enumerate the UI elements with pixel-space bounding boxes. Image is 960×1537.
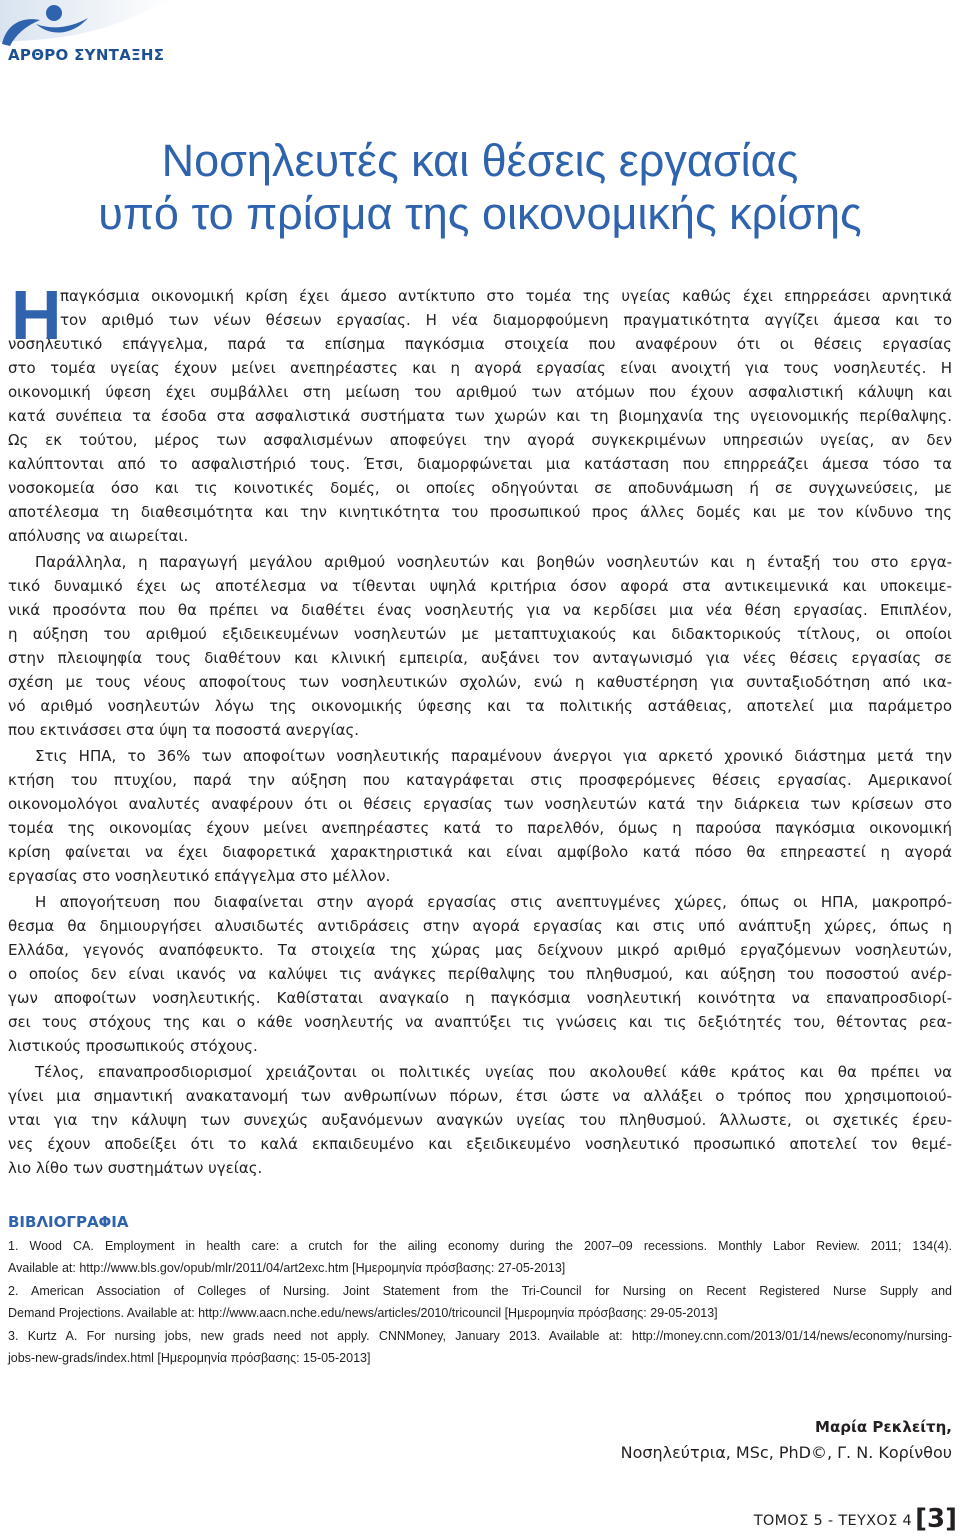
author-affiliation: Νοσηλεύτρια, MSc, PhD©, Γ. Ν. Κορίνθου: [620, 1443, 952, 1462]
paragraph-line: κρίση φαίνεται να έχει διαφορετικά χαρακτηριστικά και είναι αμφίβολο κατά πόσο θα επηρεαστεί η αγορά: [8, 843, 952, 861]
author-signature: [621, 1414, 952, 1466]
paragraph-line: οικονομολόγοι αναλυτές αναφέρουν ότι οι θέσεις εργασίας των νοσηλευτών κατά την διάρκεια των κρίσεων στο: [8, 795, 952, 813]
paragraph-line: νό αριθμό νοσηλευτών λόγω της οικονομικής ύφεσης και τα πολιτικής αστάθειας, αποτελεί μια παράμετρο: [8, 697, 952, 715]
paragraph-line: τον αριθμό των νέων θέσεων εργασίας. Η νέα διαμορφούμενη πραγματικότητα αγγίζει άμεσα και το: [60, 311, 952, 329]
article-title-line: Νοσηλευτές και θέσεις εργασίας: [161, 135, 799, 186]
paragraph-line: γίνει μια σημαντική ανακατανομή των ανθρωπίνων πόρων, έτσι ώστε να αλλάξει ο τρόπος που χρησιμοποιού-: [8, 1087, 952, 1105]
journal-logo: [0, 0, 175, 80]
paragraph: [8, 1060, 952, 1180]
paragraph-line: κτήση του πτυχίου, παρά την αύξηση που καταγράφεται στις προσφερόμενες θέσεις εργασίας. Αμερικανοί: [8, 771, 952, 789]
reference: [8, 1281, 952, 1324]
paragraph-line: Παράλληλα, η παραγωγή μεγάλου αριθμού νοσηλευτών και βοηθών νοσηλευτών και η ένταξή του στο εργα-: [35, 553, 952, 571]
paragraph-line: νικά προσόντα που θα πρέπει να διαθέτει ένας νοσηλευτής για να κερδίσει μια νέα θέση εργασίας. Επιπλέον,: [8, 601, 952, 619]
bibliography-heading: ΒΙΒΛΙΟΓΡΑΦΙΑ: [8, 1213, 129, 1231]
paragraph-line: στο τομέα υγείας έχουν μείνει ανεπηρέαστες και η αγορά εργασίας είναι ανοιχτή για τους νοσηλευτές. Η: [8, 359, 952, 377]
paragraph-line: παγκόσμια οικονομική κρίση έχει άμεσο αντίκτυπο στο τομέα της υγείας καθώς έχει επηρρεάσει αρνητικά: [60, 287, 952, 305]
logo-icon: [0, 0, 175, 80]
reference-line: 2. American Association of Colleges of Nursing. Joint Statement from the Tri-Council for Nursing on Recent Registered Nurse Supply and: [8, 1284, 952, 1298]
paragraph-line: κατά συνέπεια τα έσοδα στα ασφαλιστικά συστήματα των χωρών και τη βιομηχανία της υγειονομικής περίθαλψης.: [8, 407, 952, 425]
section-label: ΑΡΘΡΟ ΣΥΝΤΑΞΗΣ: [8, 46, 165, 64]
issue-label: ΤΟΜΟΣ 5 - ΤΕΥΧΟΣ 4: [753, 1513, 912, 1529]
paragraph-line: ο οποίος δεν είναι ικανός να καλύψει τις ανάγκες περίθαλψης του πληθυσμού, και αύξηση του ποσοστού ανέρ-: [8, 965, 952, 983]
bibliography: [8, 1211, 952, 1369]
reference-line: jobs-new-grads/index.html [Ημερομηνία πρόσβασης: 15-05-2013]: [8, 1350, 371, 1365]
reference: [8, 1326, 952, 1369]
paragraph: [8, 550, 952, 742]
paragraph-line: σχέση με τους νέους αποφοίτους των νοσηλευτικών σχολών, ενώ η καθυστέρηση για συνταξιοδότηση από ικα-: [8, 673, 952, 691]
paragraph-line: στην πλειοψηφία τους διαθέτουν και κλινική εμπειρία, αυξάνει τον ανταγωνισμό για νέες θέσεις εργασίας σε: [8, 649, 952, 667]
reference-line: Available at: http://www.bls.gov/opub/mlr/2011/04/art2exc.htm [Ημερομηνία πρόσβασης: 27-05-2013]: [8, 1260, 566, 1275]
paragraph-line: Στις ΗΠΑ, το 36% των αποφοίτων νοσηλευτικής παραμένουν άνεργοι για αρκετό χρονικό διάστημα μετά την: [35, 747, 952, 765]
paragraph-line: που εκτινάσσει στα ύψη τα ποσοστά ανεργίας.: [8, 721, 360, 739]
author-name: Μαρία Ρεκλείτη,: [815, 1418, 952, 1436]
paragraph-line: Τέλος, επαναπροσδιορισμοί χρειάζονται οι πολιτικές υγείας που ακολουθεί κάθε κράτος και θα πρέπει να: [35, 1063, 952, 1081]
drop-cap: [8, 284, 66, 346]
paragraph-line: αποτέλεσμα τη διαθεσιμότητα και την κινητικότητα του προσωπικού προς άλλες δομές και με τον κίνδυνο της: [8, 503, 952, 521]
paragraph-line: λιο λίθο των συστημάτων υγείας.: [8, 1159, 263, 1177]
paragraph-line: νοσηλευτικό επάγγελμα, παρά τα επίσημα παγκόσμια στοιχεία που αναφέρουν ότι οι θέσεις εργασίας: [8, 335, 952, 353]
reference: [8, 1236, 952, 1279]
paragraph-line: λιστικούς προσωπικούς στόχους.: [8, 1037, 258, 1055]
paragraph-line: νται για την κάλυψη των συνεχώς αυξανόμενων αναγκών υγείας του πληθυσμού. Άλλωστε, οι σχετικές έρευ-: [8, 1111, 952, 1129]
paragraph-line: Ελλάδα, γεγονός αναπόφευκτο. Τα στοιχεία της χώρας μας δείχνουν μικρό αριθμό εργαζόμενων νοσηλευτών,: [8, 941, 952, 959]
paragraph-line: οικονομική ύφεση έχει συμβάλλει στη μείωση του αριθμού των ατόμων που έχουν ασφαλιστική κάλυψη και: [8, 383, 952, 401]
article-body: [8, 284, 952, 1180]
paragraph-line: τομέα της οικονομίας έχουν μείνει ανεπηρέαστες κατά το παρελθόν, όμως η παρούσα παγκόσμια οικονομική: [8, 819, 952, 837]
paragraph-line: θεσμα θα δημιουργήσει αλυσιδωτές αντιδράσεις στην αγορά εργασίας και στις υπό ανάπτυξη χώρες, όπως η: [8, 917, 952, 935]
reference-list: [8, 1236, 952, 1369]
logo-head-shape: [46, 5, 62, 21]
paragraph-line: σει τους στόχους της και ο κάθε νοσηλευτής να αναπτύξει τις γνώσεις και τις δεξιότητές του, θέτοντας ρεα-: [8, 1013, 952, 1031]
paragraph-line: απόλυσης να αιωρείται.: [8, 527, 189, 545]
paragraph-line: Η απογοήτευση που διαφαίνεται στην αγορά εργασίας στις ανεπτυγμένες χώρες, όπως οι ΗΠΑ, μακροπρό-: [35, 893, 952, 911]
page-number: [3]: [915, 1504, 957, 1534]
paragraph-line: Ως εκ τούτου, μέρος των ασφαλισμένων αποφεύγει την αγορά συγκεκριμένων υπηρεσιών υγείας, αν δεν: [8, 431, 952, 449]
reference-line: Demand Projections. Available at: http://www.aacn.nche.edu/news/articles/2010/tricouncil [Ημερομηνία πρόσβασης: 29-05-2013]: [8, 1305, 718, 1320]
paragraph: [8, 890, 952, 1058]
paragraph-line: εργασίας στο νοσηλευτικό επάγγελμα στο μέλλον.: [8, 867, 391, 885]
paragraph-line: καλύπτονται από το ασφαλιστήριό τους. Έτσι, διαμορφώνεται μια κατάσταση που επηρρεάζει άμεσα τόσο τα: [8, 455, 952, 473]
reference-line: 3. Kurtz A. For nursing jobs, new grads need not apply. CNNMoney, January 2013. Available at: http://money.cnn.com/2013/01/14/news/economy/nursing-: [8, 1329, 952, 1343]
drop-cap-letter: Η: [11, 284, 62, 346]
paragraph-line: η αύξηση του αριθμού εξιδεικευμένων νοσηλευτών με μεταπτυχιακούς και διδακτορικούς τίτλους, οι οποίοι: [8, 625, 952, 643]
paragraph-line: τικό δυναμικό έχει ως αποτέλεσμα να τίθενται υψηλά κριτήρια όσον αφορά στα αντικειμενικά και υποκειμε-: [8, 577, 952, 595]
reference-line: 1. Wood CA. Employment in health care: a crutch for the ailing economy during the 2007–09 recessions. Monthly Labor Review. 2011; 134(4).: [8, 1239, 952, 1253]
paragraph: [8, 744, 952, 888]
paragraph-line: νες έχουν αποδείξει ότι το καλά εκπαιδευμένο και εξειδικευμένο νοσηλευτικό προσωπικό αποτελεί τον θεμέ-: [8, 1135, 952, 1153]
paragraph: [8, 284, 952, 548]
paragraph-line: γων αποφοίτων νοσηλευτικής. Καθίσταται αναγκαίο η παγκόσμια νοσηλευτική κοινότητα να επαναπροσδιορί-: [8, 989, 952, 1007]
article-title: [0, 134, 960, 240]
article-title-line: υπό το πρίσμα της οικονομικής κρίσης: [98, 188, 862, 239]
paragraph-line: νοσοκομεία όσο και τις κοινοτικές δομές, οι οποίες οδηγούνται σε αποδυνάμωση ή σε συγχωνεύσεις, με: [8, 479, 952, 497]
